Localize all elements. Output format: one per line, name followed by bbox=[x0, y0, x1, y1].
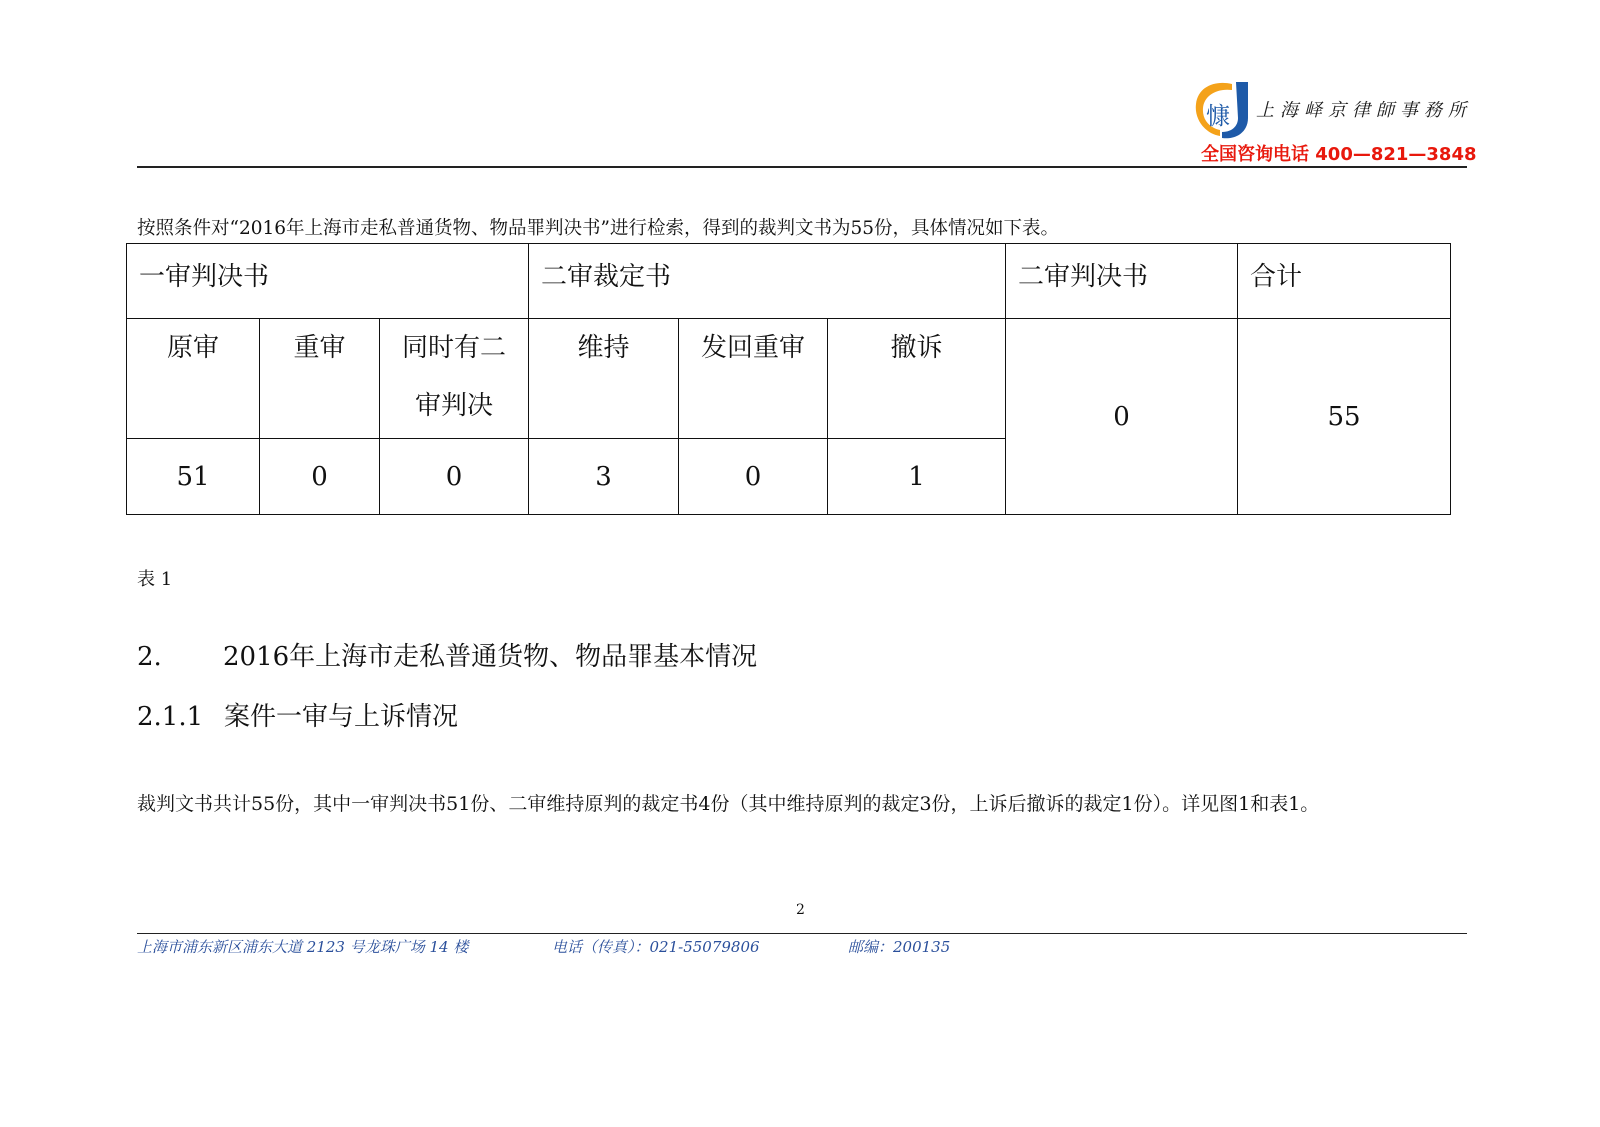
sub-remand: 发回重审 bbox=[679, 319, 828, 439]
footer-phone: 电话（传真）：021-55079806 bbox=[552, 938, 760, 956]
sub-with-second-line2: 审判决 bbox=[414, 391, 493, 421]
sub-with-second-line1: 同时有二 bbox=[401, 333, 506, 363]
sub-uphold: 维持 bbox=[529, 319, 679, 439]
header-second-ruling: 二审裁定书 bbox=[529, 244, 1006, 319]
header-total: 合计 bbox=[1238, 244, 1451, 319]
value-total: 55 bbox=[1238, 319, 1451, 515]
value-original: 51 bbox=[127, 439, 260, 515]
table-sub-row bbox=[127, 319, 1451, 439]
header-second-judgment: 二审判决书 bbox=[1006, 244, 1238, 319]
value-uphold: 3 bbox=[529, 439, 679, 515]
subsection-heading bbox=[137, 696, 458, 733]
footer-address: 上海市浦东新区浦东大道 2123 号龙珠广场 14 楼 bbox=[137, 938, 469, 956]
section-number: 2. bbox=[137, 642, 162, 672]
subsection-number: 2.1.1 bbox=[137, 702, 204, 732]
value-remand: 0 bbox=[679, 439, 828, 515]
logo-glyph: 慷 bbox=[1206, 102, 1230, 130]
body-paragraph: 裁判文书共计55份，其中一审判决书51份、二审维持原判的裁定书4份（其中维持原判的裁定3份，上诉后撤诉的裁定1份）。详见图1和表1。 bbox=[137, 793, 1320, 815]
firm-logo bbox=[1190, 78, 1260, 142]
header-divider bbox=[137, 166, 1467, 168]
table-group-row bbox=[127, 244, 1451, 319]
judgment-stats-table bbox=[126, 243, 1451, 515]
hotline: 全国咨询电话 400—821—3848 bbox=[1201, 144, 1477, 165]
firm-name: 上海峄京律師事務所 bbox=[1256, 100, 1472, 121]
intro-text: 按照条件对“2016年上海市走私普通货物、物品罪判决书”进行检索，得到的裁判文书为55份，具体情况如下表。 bbox=[137, 218, 1060, 239]
sub-retrial: 重审 bbox=[260, 319, 380, 439]
sub-original: 原审 bbox=[127, 319, 260, 439]
sub-with-second bbox=[380, 319, 529, 439]
value-second-judgment: 0 bbox=[1006, 319, 1238, 515]
footer-postcode: 邮编：200135 bbox=[848, 938, 951, 956]
value-withdraw: 1 bbox=[828, 439, 1006, 515]
section-heading bbox=[137, 636, 757, 673]
value-with-second: 0 bbox=[380, 439, 529, 515]
subsection-title: 案件一审与上诉情况 bbox=[224, 702, 459, 732]
footer-divider bbox=[137, 933, 1467, 934]
value-retrial: 0 bbox=[260, 439, 380, 515]
table-caption: 表 1 bbox=[137, 569, 173, 590]
page-number: 2 bbox=[796, 902, 805, 918]
section-title: 2016年上海市走私普通货物、物品罪基本情况 bbox=[223, 642, 758, 672]
header-first-instance: 一审判决书 bbox=[127, 244, 529, 319]
sub-withdraw: 撤诉 bbox=[828, 319, 1006, 439]
